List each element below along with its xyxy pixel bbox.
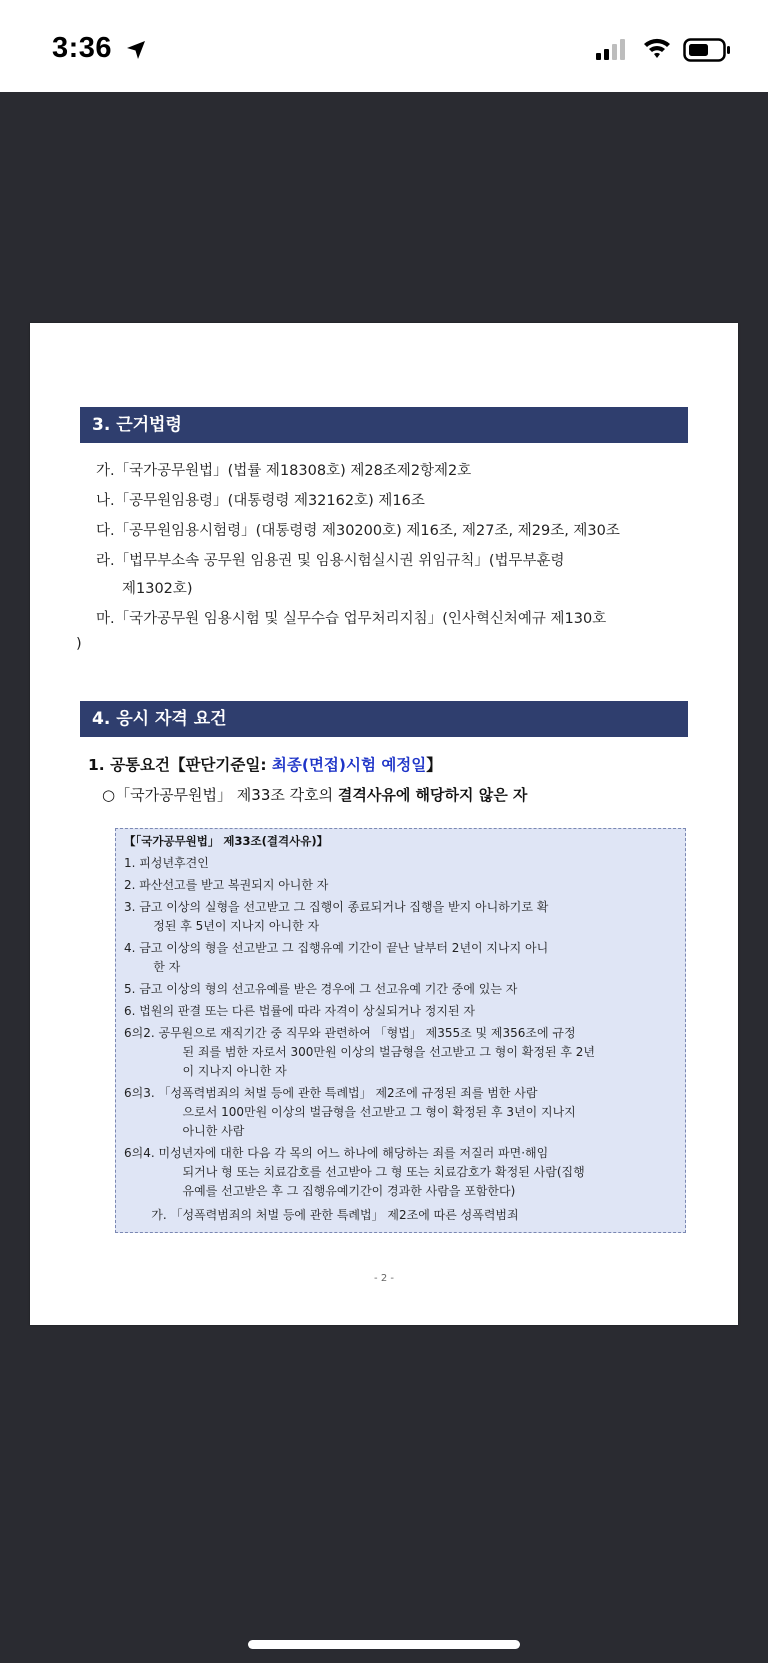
law-line: 라.「법무부소속 공무원 임용권 및 임용시험실시권 위임규칙」(법무부훈령 [96, 553, 565, 569]
section-header-legal-basis: 3. 근거법령 [80, 407, 688, 443]
law-line: 나.「공무원임용령」(대통령령 제32162호) 제16조 [96, 493, 425, 509]
disqualification-box [115, 828, 686, 1233]
box-line: 6. 법원의 판결 또는 다른 법률에 따라 자격이 상실되거나 정지된 자 [124, 1004, 475, 1018]
location-arrow-icon [124, 38, 148, 62]
disqualification-requirement: ○「국가공무원법」 제33조 각호의 결격사유에 해당하지 않은 자 [102, 786, 528, 804]
battery-icon [683, 37, 731, 63]
box-title: 【「국가공무원법」 제33조(결격사유)】 [124, 834, 329, 848]
box-line: 한 자 [138, 960, 181, 974]
law-line: 마.「국가공무원 임용시험 및 실무수습 업무처리지침」(인사혁신처예규 제130호 [96, 611, 607, 627]
law-line: 제1302호) [122, 581, 193, 597]
box-line: 1. 피성년후견인 [124, 856, 209, 870]
law-line: 다.「공무원임용시험령」(대통령령 제30200호) 제16조, 제27조, 제29조, 제30조 [96, 523, 620, 539]
box-line: 가. 「성폭력범죄의 처벌 등에 관한 특례법」 제2조에 따른 성폭력범죄 [136, 1208, 519, 1222]
document-page [30, 323, 738, 1325]
box-line: 6의4. 미성년자에 대한 다음 각 목의 어느 하나에 해당하는 죄를 저질러 파면·해임 [124, 1146, 549, 1160]
common-requirement-title: 1. 공통요건【판단기준일: 최종(면접)시험 예정일】 [88, 756, 442, 774]
box-line: 이 지나지 아니한 자 [152, 1064, 287, 1078]
box-line: 6의3. 「성폭력범죄의 처벌 등에 관한 특례법」 제2조에 규정된 죄를 범한 사람 [124, 1086, 538, 1100]
wifi-icon [642, 35, 672, 61]
box-line: 6의2. 공무원으로 재직기간 중 직무와 관련하여 「형법」 제355조 및 제356조에 규정 [124, 1026, 576, 1040]
law-line: ) [76, 636, 82, 652]
box-line: 된 죄를 범한 자로서 300만원 이상의 벌금형을 선고받고 그 형이 확정된 후 2년 [152, 1045, 595, 1059]
cellular-signal-icon [594, 37, 628, 61]
box-line: 으로서 100만원 이상의 벌금형을 선고받고 그 형이 확정된 후 3년이 지나지 [152, 1105, 576, 1119]
home-indicator[interactable] [248, 1640, 520, 1649]
box-line: 유예를 선고받은 후 그 집행유예기간이 경과한 사람을 포함한다) [152, 1184, 516, 1198]
box-line: 3. 금고 이상의 실형을 선고받고 그 집행이 종료되거나 집행을 받지 아니하기로 확 [124, 900, 549, 914]
box-line: 4. 금고 이상의 형을 선고받고 그 집행유예 기간이 끝난 날부터 2년이 지나지 아니 [124, 941, 549, 955]
box-line: 되거나 형 또는 치료감호를 선고받아 그 형 또는 치료감호가 확정된 사람(집행 [152, 1165, 585, 1179]
box-line: 아니한 사람 [152, 1124, 245, 1138]
box-line: 5. 금고 이상의 형의 선고유예를 받은 경우에 그 선고유예 기간 중에 있는 자 [124, 982, 518, 996]
box-line: 정된 후 5년이 지나지 아니한 자 [138, 919, 320, 933]
page-number: - 2 - [374, 1273, 394, 1284]
status-bar [0, 0, 768, 92]
law-line: 가.「국가공무원법」(법률 제18308호) 제28조제2항제2호 [96, 463, 472, 479]
section-header-eligibility: 4. 응시 자격 요건 [80, 701, 688, 737]
status-time: 3:36 [52, 32, 113, 64]
box-line: 2. 파산선고를 받고 복권되지 아니한 자 [124, 878, 329, 892]
